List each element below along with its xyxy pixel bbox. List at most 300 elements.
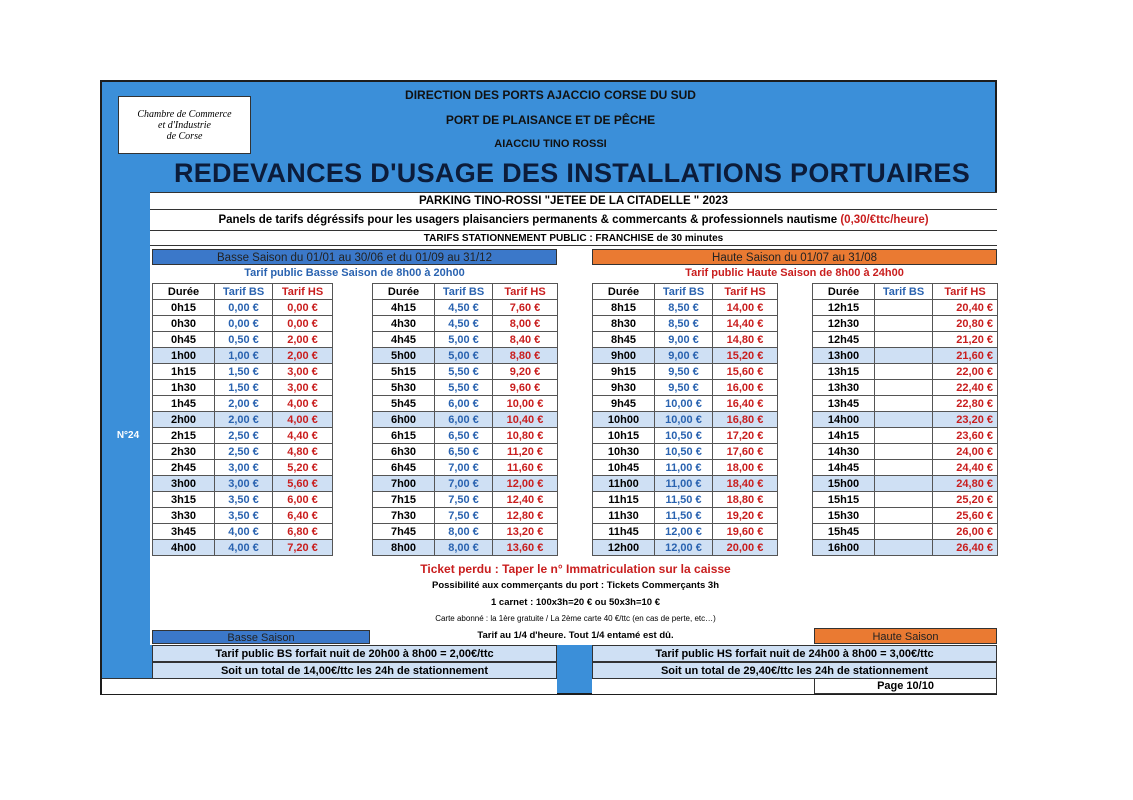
haute-saison-header: Haute Saison du 01/07 au 31/08 [592, 249, 997, 265]
duration-cell: 0h30 [153, 316, 215, 332]
tarif-bs-cell: 2,50 € [215, 444, 273, 460]
tarif-bs-cell [875, 460, 933, 476]
column-header-duree: Durée [373, 284, 435, 300]
tarif-hs-cell: 14,40 € [713, 316, 778, 332]
duration-cell: 1h00 [153, 348, 215, 364]
tarif-hs-cell: 8,40 € [493, 332, 558, 348]
duration-cell: 12h15 [813, 300, 875, 316]
table-row [813, 508, 998, 524]
side-label: N°24 [116, 430, 140, 441]
tarif-hs-cell: 22,40 € [933, 380, 998, 396]
tarif-hs-cell: 7,60 € [493, 300, 558, 316]
tarif-bs-cell: 1,50 € [215, 364, 273, 380]
tarif-bs-cell [875, 508, 933, 524]
duration-cell: 13h30 [813, 380, 875, 396]
table-row [593, 332, 778, 348]
rate-table-1 [152, 283, 388, 556]
tarif-hs-cell: 11,60 € [493, 460, 558, 476]
tarif-bs-cell [875, 364, 933, 380]
table-row [593, 508, 778, 524]
tarif-hs-cell: 5,20 € [273, 460, 333, 476]
duration-cell: 1h15 [153, 364, 215, 380]
duration-cell: 2h15 [153, 428, 215, 444]
duration-cell: 2h00 [153, 412, 215, 428]
duration-cell: 8h15 [593, 300, 655, 316]
table-row [593, 428, 778, 444]
table-row [593, 396, 778, 412]
duration-cell: 9h30 [593, 380, 655, 396]
tarif-hs-cell: 17,20 € [713, 428, 778, 444]
tarif-bs-cell [875, 300, 933, 316]
duration-cell: 7h45 [373, 524, 435, 540]
duration-cell: 12h45 [813, 332, 875, 348]
tarif-bs-cell: 9,50 € [655, 364, 713, 380]
table-row [373, 364, 558, 380]
tarif-bs-cell: 10,00 € [655, 396, 713, 412]
tariff-document [100, 80, 997, 695]
tarif-hs-cell: 12,80 € [493, 508, 558, 524]
duration-cell: 9h15 [593, 364, 655, 380]
tarif-bs-cell: 5,50 € [435, 364, 493, 380]
footer-blank-mid [592, 678, 814, 694]
tarif-bs-cell: 4,50 € [435, 300, 493, 316]
logo-line-1: Chambre de Commerce [137, 109, 232, 120]
tarif-bs-cell: 0,00 € [215, 300, 273, 316]
tarif-hs-cell: 18,40 € [713, 476, 778, 492]
table-row [373, 492, 558, 508]
tarif-bs-cell: 1,50 € [215, 380, 273, 396]
tarif-bs-cell: 6,00 € [435, 396, 493, 412]
page-title: REDEVANCES D'USAGE DES INSTALLATIONS PORTUAIRES [173, 158, 971, 188]
tarif-bs-cell [875, 492, 933, 508]
table-row [373, 380, 558, 396]
duration-cell: 2h45 [153, 460, 215, 476]
duration-cell: 16h00 [813, 540, 875, 556]
table-row [813, 460, 998, 476]
rate-table-3 [592, 283, 778, 556]
tarif-bs-cell: 4,00 € [215, 524, 273, 540]
duration-cell: 3h15 [153, 492, 215, 508]
table-row [373, 348, 558, 364]
tarif-bs-cell: 5,50 € [435, 380, 493, 396]
table-row [593, 348, 778, 364]
tarif-bs-cell: 6,00 € [435, 412, 493, 428]
tarif-bs-cell: 1,00 € [215, 348, 273, 364]
tarif-hs-cell: 15,20 € [713, 348, 778, 364]
tarif-hs-cell: 0,00 € [273, 316, 333, 332]
duration-cell: 6h15 [373, 428, 435, 444]
tarif-bs-cell: 11,50 € [655, 508, 713, 524]
tarif-hs-cell: 4,80 € [273, 444, 333, 460]
duration-cell: 13h15 [813, 364, 875, 380]
column-header-bs: Tarif BS [875, 284, 933, 300]
footer-blank-left [102, 678, 557, 694]
duration-cell: 6h00 [373, 412, 435, 428]
duration-cell: 11h45 [593, 524, 655, 540]
duration-cell: 12h00 [593, 540, 655, 556]
tarif-bs-cell: 2,50 € [215, 428, 273, 444]
tarif-hs-cell: 25,20 € [933, 492, 998, 508]
tarif-hs-cell: 14,80 € [713, 332, 778, 348]
table-row [813, 444, 998, 460]
duration-cell: 7h00 [373, 476, 435, 492]
tarif-bs-cell: 2,00 € [215, 396, 273, 412]
tarif-bs-cell [875, 332, 933, 348]
duration-cell: 9h45 [593, 396, 655, 412]
hs-daily-total: Soit un total de 29,40€/ttc les 24h de stationnement [592, 662, 997, 679]
table-row [593, 380, 778, 396]
tarif-bs-cell: 3,50 € [215, 492, 273, 508]
table-row [373, 460, 558, 476]
bs-daily-total: Soit un total de 14,00€/ttc les 24h de stationnement [152, 662, 557, 679]
tarif-hs-cell: 9,20 € [493, 364, 558, 380]
table-row [153, 540, 388, 556]
haute-saison-subtitle: Tarif public Haute Saison de 8h00 à 24h00 [592, 266, 997, 281]
duration-cell: 10h45 [593, 460, 655, 476]
duration-cell: 15h30 [813, 508, 875, 524]
logo-line-2: et d'Industrie [158, 120, 211, 131]
tarif-hs-cell: 16,00 € [713, 380, 778, 396]
table-row [373, 332, 558, 348]
table-row [813, 380, 998, 396]
duration-cell: 14h45 [813, 460, 875, 476]
tarif-hs-cell: 19,20 € [713, 508, 778, 524]
basse-saison-header: Basse Saison du 01/01 au 30/06 et du 01/09 au 31/12 [152, 249, 557, 265]
table-row [593, 412, 778, 428]
table-row [153, 492, 388, 508]
duration-cell: 13h45 [813, 396, 875, 412]
table-row [153, 348, 388, 364]
table-row [153, 300, 388, 316]
table-row [373, 412, 558, 428]
column-header-hs: Tarif HS [713, 284, 778, 300]
table-row [153, 380, 388, 396]
table-row [373, 524, 558, 540]
column-header-bs: Tarif BS [435, 284, 493, 300]
table-row [153, 460, 388, 476]
tarif-hs-cell: 14,00 € [713, 300, 778, 316]
duration-cell: 0h15 [153, 300, 215, 316]
tarif-hs-cell: 18,80 € [713, 492, 778, 508]
table-row [813, 348, 998, 364]
tarif-hs-cell: 24,80 € [933, 476, 998, 492]
tarif-hs-cell: 20,80 € [933, 316, 998, 332]
rate-table-4 [812, 283, 998, 556]
tarif-bs-cell [875, 348, 933, 364]
tarif-bs-cell: 9,00 € [655, 332, 713, 348]
table-row [813, 476, 998, 492]
tarif-hs-cell: 19,60 € [713, 524, 778, 540]
hs-night-rate: Tarif public HS forfait nuit de 24h00 à 8h00 = 3,00€/ttc [592, 645, 997, 662]
panels-text: Panels de tarifs dégréssifs pour les usagers plaisanciers permanents & commercants & professionnels nautisme [218, 214, 838, 226]
tarif-bs-cell [875, 316, 933, 332]
tarif-hs-cell: 10,80 € [493, 428, 558, 444]
tarif-hs-cell: 6,80 € [273, 524, 333, 540]
tarif-bs-cell [875, 396, 933, 412]
duration-cell: 0h45 [153, 332, 215, 348]
table-row [153, 316, 388, 332]
tarif-hs-cell: 20,00 € [713, 540, 778, 556]
tarif-bs-cell: 3,50 € [215, 508, 273, 524]
duration-cell: 7h15 [373, 492, 435, 508]
tarif-bs-cell: 4,00 € [215, 540, 273, 556]
duration-cell: 5h45 [373, 396, 435, 412]
table-row [593, 300, 778, 316]
tarif-bs-cell: 6,50 € [435, 444, 493, 460]
tarif-hs-cell: 2,00 € [273, 348, 333, 364]
table-row [813, 396, 998, 412]
tarif-hs-cell: 8,80 € [493, 348, 558, 364]
column-header-hs: Tarif HS [933, 284, 998, 300]
table-row [593, 492, 778, 508]
tarif-bs-cell: 11,50 € [655, 492, 713, 508]
table-row [153, 364, 388, 380]
tarif-hs-cell: 3,00 € [273, 364, 333, 380]
column-header-bs: Tarif BS [655, 284, 713, 300]
tarif-hs-cell: 23,20 € [933, 412, 998, 428]
column-header-hs: Tarif HS [493, 284, 558, 300]
tarif-hs-cell: 3,00 € [273, 380, 333, 396]
bs-night-rate: Tarif public BS forfait nuit de 20h00 à 8h00 = 2,00€/ttc [152, 645, 557, 662]
table-row [153, 508, 388, 524]
duration-cell: 11h30 [593, 508, 655, 524]
tarif-bs-cell [875, 380, 933, 396]
duration-cell: 10h00 [593, 412, 655, 428]
tarif-hs-cell: 8,00 € [493, 316, 558, 332]
tarif-hs-cell: 15,60 € [713, 364, 778, 380]
tarif-hs-cell: 13,20 € [493, 524, 558, 540]
column-header-duree: Durée [593, 284, 655, 300]
table-row [153, 476, 388, 492]
tarif-hs-cell: 26,40 € [933, 540, 998, 556]
tarif-bs-cell: 7,50 € [435, 508, 493, 524]
duration-cell: 14h00 [813, 412, 875, 428]
tarif-hs-cell: 10,40 € [493, 412, 558, 428]
tarif-hs-cell: 16,40 € [713, 396, 778, 412]
tarif-bs-cell: 6,50 € [435, 428, 493, 444]
tarif-bs-cell: 7,50 € [435, 492, 493, 508]
tarif-bs-cell: 5,00 € [435, 332, 493, 348]
tarif-bs-cell [875, 412, 933, 428]
tarif-bs-cell: 2,00 € [215, 412, 273, 428]
duration-cell: 3h45 [153, 524, 215, 540]
tarif-hs-cell: 9,60 € [493, 380, 558, 396]
tarif-hs-cell: 22,80 € [933, 396, 998, 412]
tarif-hs-cell: 0,00 € [273, 300, 333, 316]
table-row [373, 444, 558, 460]
tarif-bs-cell: 4,50 € [435, 316, 493, 332]
tarif-hs-cell: 24,40 € [933, 460, 998, 476]
table-row [153, 524, 388, 540]
tarif-bs-cell [875, 428, 933, 444]
duration-cell: 5h00 [373, 348, 435, 364]
duration-cell: 15h15 [813, 492, 875, 508]
tarif-bs-cell: 8,50 € [655, 316, 713, 332]
table-row [593, 444, 778, 460]
tarif-bs-cell [875, 476, 933, 492]
tarif-hs-cell: 7,20 € [273, 540, 333, 556]
tarif-bs-cell: 0,50 € [215, 332, 273, 348]
tarif-bs-cell: 3,00 € [215, 476, 273, 492]
duration-cell: 10h15 [593, 428, 655, 444]
header-port: PORT DE PLAISANCE ET DE PÊCHE [445, 113, 656, 127]
franchise-notice: TARIFS STATIONNEMENT PUBLIC : FRANCHISE de 30 minutes [150, 230, 997, 246]
tarif-bs-cell: 12,00 € [655, 524, 713, 540]
column-header-duree: Durée [153, 284, 215, 300]
tarif-hs-cell: 4,00 € [273, 412, 333, 428]
table-row [373, 316, 558, 332]
duration-cell: 4h00 [153, 540, 215, 556]
tarif-bs-cell: 7,00 € [435, 476, 493, 492]
tarif-bs-cell: 11,00 € [655, 460, 713, 476]
column-header-bs: Tarif BS [215, 284, 273, 300]
tarif-hs-cell: 10,00 € [493, 396, 558, 412]
table-row [373, 428, 558, 444]
duration-cell: 3h00 [153, 476, 215, 492]
table-row [813, 412, 998, 428]
tarif-hs-cell: 17,60 € [713, 444, 778, 460]
tarif-bs-cell: 12,00 € [655, 540, 713, 556]
header-direction: DIRECTION DES PORTS AJACCIO CORSE DU SUD [405, 88, 696, 102]
table-row [813, 316, 998, 332]
tarif-bs-cell [875, 444, 933, 460]
tarif-hs-cell: 20,40 € [933, 300, 998, 316]
tarif-bs-cell: 8,00 € [435, 540, 493, 556]
tarif-bs-cell: 10,00 € [655, 412, 713, 428]
duration-cell: 5h15 [373, 364, 435, 380]
duration-cell: 4h15 [373, 300, 435, 316]
table-row [153, 412, 388, 428]
tarif-hs-cell: 12,00 € [493, 476, 558, 492]
tarif-hs-cell: 6,00 € [273, 492, 333, 508]
duration-cell: 10h30 [593, 444, 655, 460]
tarif-hs-cell: 16,80 € [713, 412, 778, 428]
table-row [593, 316, 778, 332]
merchant-ticket-notice: Possibilité aux commerçants du port : Tickets Commerçants 3h [431, 580, 720, 591]
table-row [593, 460, 778, 476]
rate-table-2 [372, 283, 558, 556]
table-row [813, 428, 998, 444]
tarif-hs-cell: 2,00 € [273, 332, 333, 348]
table-row [593, 476, 778, 492]
table-row [593, 540, 778, 556]
table-row [373, 396, 558, 412]
duration-cell: 15h00 [813, 476, 875, 492]
duration-cell: 2h30 [153, 444, 215, 460]
duration-cell: 3h30 [153, 508, 215, 524]
column-header-duree: Durée [813, 284, 875, 300]
tarif-bs-cell: 11,00 € [655, 476, 713, 492]
duration-cell: 14h30 [813, 444, 875, 460]
duration-cell: 6h45 [373, 460, 435, 476]
header-location: AIACCIU TINO ROSSI [494, 138, 607, 150]
tarif-hs-cell: 24,00 € [933, 444, 998, 460]
duration-cell: 8h00 [373, 540, 435, 556]
basse-saison-label: Basse Saison [152, 630, 370, 644]
tarif-bs-cell: 5,00 € [435, 348, 493, 364]
table-row [373, 540, 558, 556]
duration-cell: 13h00 [813, 348, 875, 364]
tarif-hs-cell: 22,00 € [933, 364, 998, 380]
table-row [373, 476, 558, 492]
duration-cell: 5h30 [373, 380, 435, 396]
table-row [813, 332, 998, 348]
duration-cell: 14h15 [813, 428, 875, 444]
duration-cell: 15h45 [813, 524, 875, 540]
table-row [813, 524, 998, 540]
table-row [153, 444, 388, 460]
haute-saison-label: Haute Saison [814, 628, 997, 644]
tarif-hs-cell: 4,40 € [273, 428, 333, 444]
tarif-hs-cell: 11,20 € [493, 444, 558, 460]
duration-cell: 1h30 [153, 380, 215, 396]
duration-cell: 12h30 [813, 316, 875, 332]
table-row [153, 332, 388, 348]
table-row [813, 364, 998, 380]
duration-cell: 11h15 [593, 492, 655, 508]
tarif-bs-cell: 0,00 € [215, 316, 273, 332]
panels-description [150, 209, 997, 230]
tarif-bs-cell: 3,00 € [215, 460, 273, 476]
tarif-bs-cell [875, 524, 933, 540]
panels-rate: (0,30/€ttc/heure) [840, 214, 929, 226]
tarif-bs-cell [875, 540, 933, 556]
tarif-hs-cell: 4,00 € [273, 396, 333, 412]
page-number: Page 10/10 [814, 678, 997, 694]
tarif-bs-cell: 10,50 € [655, 428, 713, 444]
tarif-hs-cell: 23,60 € [933, 428, 998, 444]
duration-cell: 11h00 [593, 476, 655, 492]
duration-cell: 1h45 [153, 396, 215, 412]
tarif-hs-cell: 21,20 € [933, 332, 998, 348]
table-row [373, 508, 558, 524]
table-row [593, 364, 778, 380]
table-row [813, 300, 998, 316]
carnet-notice: 1 carnet : 100x3h=20 € ou 50x3h=10 € [491, 597, 660, 608]
logo-line-3: de Corse [166, 131, 203, 142]
tarif-bs-cell: 9,50 € [655, 380, 713, 396]
table-row [153, 396, 388, 412]
duration-cell: 8h45 [593, 332, 655, 348]
tarif-hs-cell: 26,00 € [933, 524, 998, 540]
duration-cell: 9h00 [593, 348, 655, 364]
basse-saison-subtitle: Tarif public Basse Saison de 8h00 à 20h00 [152, 266, 557, 281]
duration-cell: 6h30 [373, 444, 435, 460]
quarter-hour-notice: Tarif au 1/4 d'heure. Tout 1/4 entamé est dû. [477, 630, 674, 641]
tarif-bs-cell: 7,00 € [435, 460, 493, 476]
tarif-hs-cell: 18,00 € [713, 460, 778, 476]
tarif-bs-cell: 9,00 € [655, 348, 713, 364]
tarif-hs-cell: 5,60 € [273, 476, 333, 492]
subscriber-card-notice: Carte abonné : la 1ère gratuite / La 2ème carte 40 €/ttc (en cas de perte, etc…) [435, 614, 716, 623]
parking-title: PARKING TINO-ROSSI "JETEE DE LA CITADELLE " 2023 [150, 192, 997, 209]
tarif-hs-cell: 6,40 € [273, 508, 333, 524]
tarif-hs-cell: 13,60 € [493, 540, 558, 556]
tarif-hs-cell: 25,60 € [933, 508, 998, 524]
table-row [593, 524, 778, 540]
table-row [813, 540, 998, 556]
lost-ticket-notice: Ticket perdu : Taper le n° Immatriculation sur la caisse [420, 562, 731, 576]
column-header-hs: Tarif HS [273, 284, 333, 300]
duration-cell: 4h30 [373, 316, 435, 332]
tarif-bs-cell: 8,50 € [655, 300, 713, 316]
table-row [373, 300, 558, 316]
tarif-hs-cell: 12,40 € [493, 492, 558, 508]
duration-cell: 8h30 [593, 316, 655, 332]
duration-cell: 4h45 [373, 332, 435, 348]
tarif-bs-cell: 8,00 € [435, 524, 493, 540]
tarif-bs-cell: 10,50 € [655, 444, 713, 460]
